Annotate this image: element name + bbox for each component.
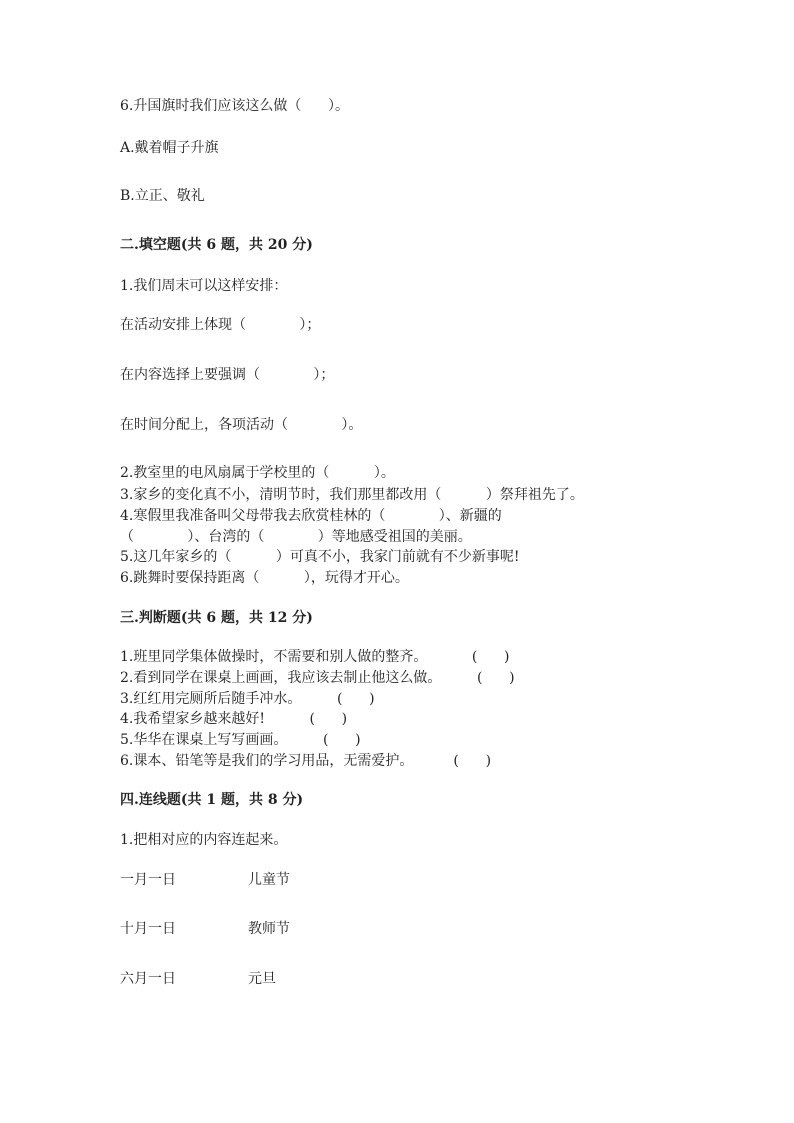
fill-question-2: 2.教室里的电风扇属于学校里的（ ）。 (120, 465, 395, 481)
fill-question-1: 1.我们周末可以这样安排： (120, 278, 288, 294)
section-4-heading: 四.连线题(共 1 题，共 8 分) (120, 792, 304, 808)
fill-question-1-c: 在时间分配上，各项活动（ ）。 (120, 417, 363, 433)
section-3-heading: 三.判断题(共 6 题，共 12 分) (120, 610, 313, 626)
match-left-item: 六月一日 (120, 971, 176, 987)
section-2-heading: 二.填空题(共 6 题，共 20 分) (120, 237, 313, 253)
fill-question-3: 3.家乡的变化真不小，清明节时，我们那里都改用（ ）祭拜祖先了。 (120, 487, 584, 503)
judge-item: 3.红红用完厕所后随手冲水。 ( ) (120, 691, 375, 707)
judge-item: 1.班里同学集体做操时，不需要和别人做的整齐。 ( ) (120, 649, 510, 665)
fill-question-6: 6.跳舞时要保持距离（ ），玩得才开心。 (120, 570, 409, 586)
option-a: A.戴着帽子升旗 (120, 140, 219, 156)
match-left-item: 十月一日 (120, 921, 176, 937)
match-left-item: 一月一日 (120, 872, 176, 888)
match-right-item: 儿童节 (248, 872, 290, 888)
fill-question-1-b: 在内容选择上要强调（ ）； (120, 367, 335, 383)
fill-question-4-line-2: （ ）、台湾的（ ）等地感受祖国的美丽。 (120, 529, 472, 545)
judge-item: 2.看到同学在课桌上画画，我应该去制止他这么做。 ( ) (120, 670, 515, 686)
judge-item: 6.课本、铅笔等是我们的学习用品，无需爱护。 ( ) (120, 753, 492, 769)
match-right-item: 元旦 (248, 971, 276, 987)
fill-question-5: 5.这几年家乡的（ ）可真不小，我家门前就有不少新事呢! (120, 549, 520, 565)
fill-question-4-line-1: 4.寒假里我准备叫父母带我去欣赏桂林的（ ）、新疆的 (120, 508, 502, 524)
judge-item: 5.华华在课桌上写写画画。 ( ) (120, 732, 361, 748)
judge-item: 4.我希望家乡越来越好! ( ) (120, 711, 348, 727)
fill-question-1-a: 在活动安排上体现（ ）； (120, 317, 321, 333)
question-6: 6.升国旗时我们应该这么做（ ）。 (120, 98, 350, 114)
option-b: B.立正、敬礼 (120, 188, 205, 204)
match-right-item: 教师节 (248, 921, 290, 937)
match-question-1: 1.把相对应的内容连起来。 (120, 832, 288, 848)
